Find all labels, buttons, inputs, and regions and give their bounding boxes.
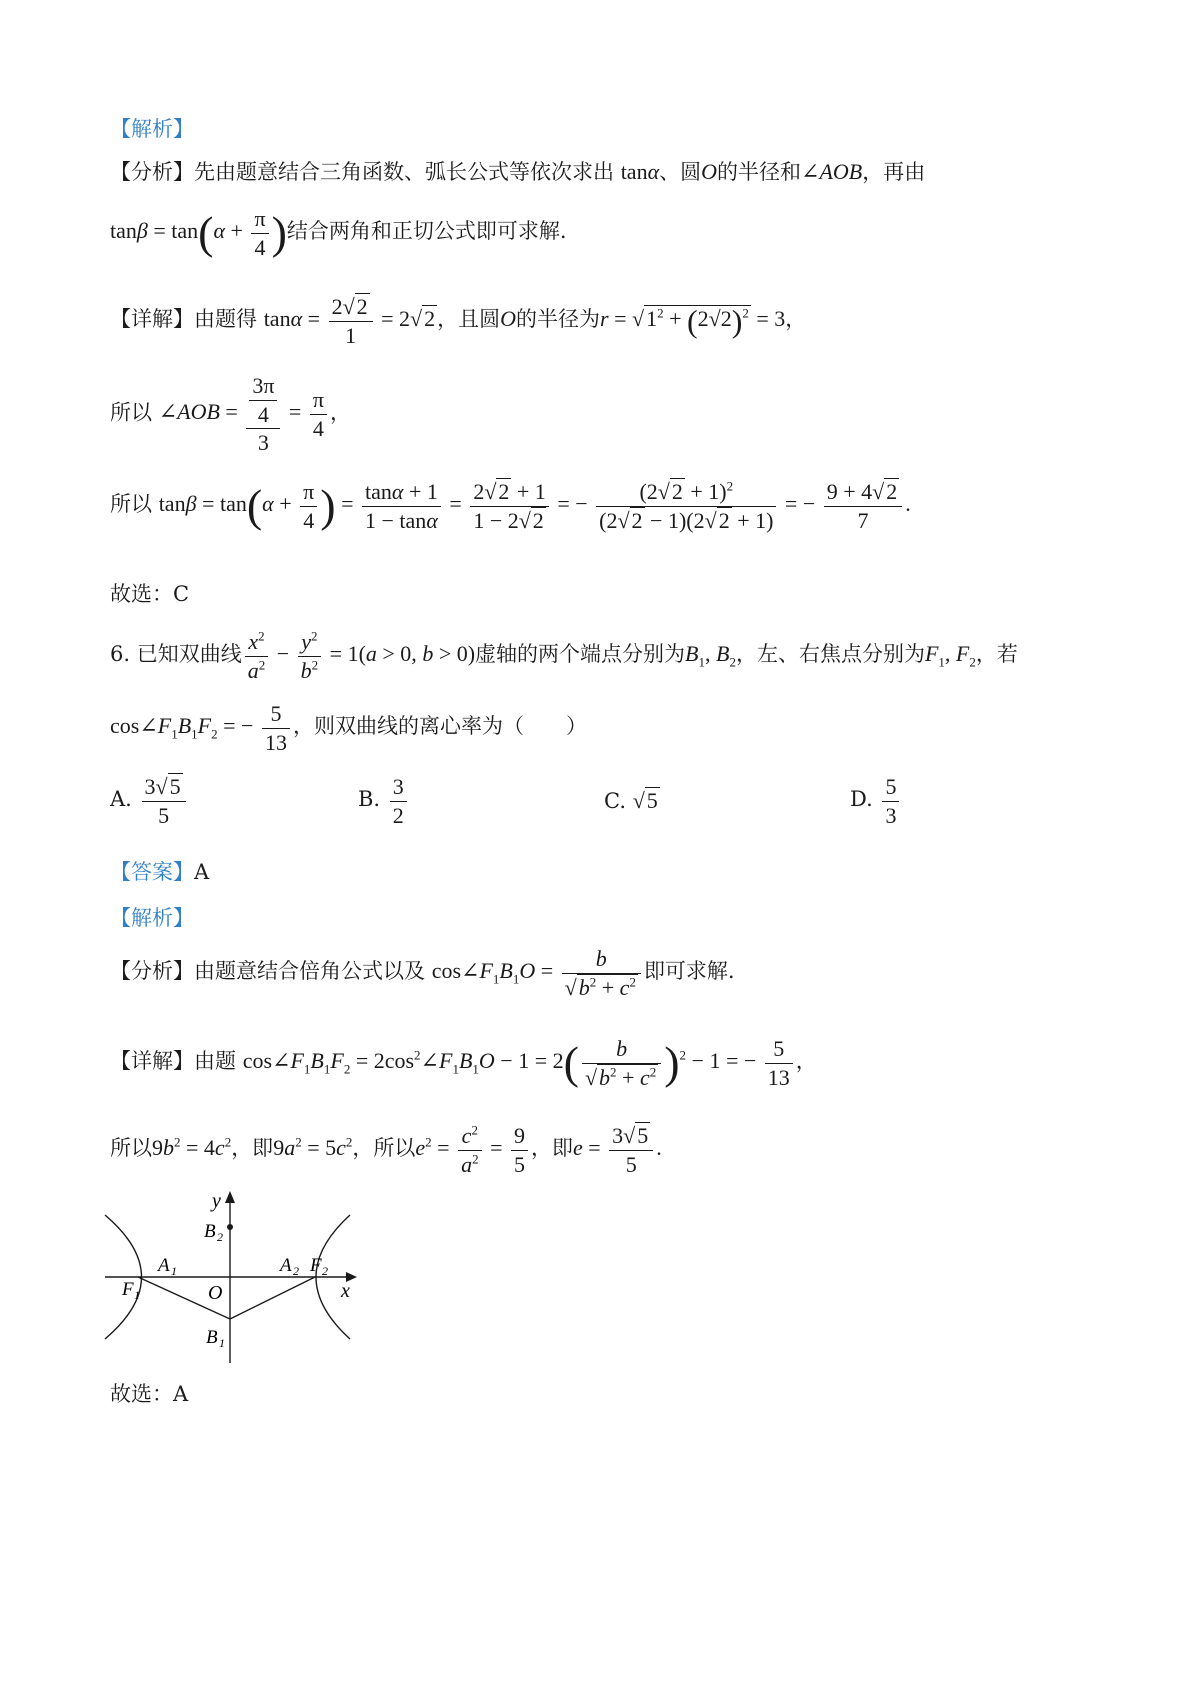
- y-axis-arrow: [225, 1191, 235, 1203]
- q6-number: 6.: [110, 642, 131, 667]
- math-tan-alpha-value: tanα = $\frac{2√2}{1}$ = 2√2: [263, 294, 436, 348]
- fenxi-tag: 【分析】: [110, 160, 194, 184]
- label-a2: [278, 1255, 299, 1278]
- math-hyperbola-eq: $\frac{x^2}{a^2}$ − $\frac{y^2}{b^2}$ = 1(a > 0, b > 0): [242, 641, 475, 666]
- option-d[interactable]: D. $\frac{5}{3}$: [850, 773, 902, 829]
- hyperbola-figure: [100, 1185, 370, 1375]
- math-tan-beta-result: tanβ = tan(α + $\frac{\pi}{4}$ ) = $\frac{\tan\alpha + 1}{1 - \tan\alpha}$ = $\frac{2√2 + 1}{1 - 2√2}$ = − $\frac{(2√2 + 1)^2}{(2√2 - 1)(2√2 + 1)}$ = − $\frac{9 + 4√2}{7}$ .: [158, 478, 911, 533]
- svg-text:B: B: [204, 1221, 216, 1242]
- svg-text:A: A: [280, 1255, 292, 1276]
- label-x: x: [341, 1280, 350, 1302]
- math-tan-beta-formula: tanβ = tan(α + $\frac{\pi}{4}$ ): [110, 206, 287, 260]
- svg-text:B: B: [206, 1327, 218, 1348]
- math-cos-f1b1o: $\cos\angle F_1B_1O$ = $\frac{b}{√b^2 + c^2}$: [432, 958, 644, 983]
- svg-text:1: 1: [134, 1288, 140, 1302]
- label-a1: [156, 1255, 177, 1278]
- q6-stem-line-2: $\cos\angle F_1B_1F_2$ = − $\frac{5}{13}$ ，则双曲线的离心率为（ ）: [110, 701, 587, 755]
- guxuan-1: 故选：C: [110, 582, 190, 606]
- guxuan-2: 故选：A: [110, 1382, 189, 1406]
- svg-text:F: F: [310, 1255, 322, 1276]
- math-radius: $r = √1^2 + (2√2)^2 = 3$: [600, 303, 786, 339]
- math-angle-aob: ∠AOB = $\frac{\frac{3\pi}{4}}{3}$ = $\frac{\pi}{4}$: [159, 399, 330, 424]
- label-b1: [206, 1327, 225, 1350]
- fenxi-line-1: 【分析】先由题意结合三角函数、弧长公式等依次求出 tanα、圆O的半径和∠AOB，再由: [110, 159, 926, 184]
- label-f1: [121, 1279, 140, 1302]
- label-f2: [309, 1255, 328, 1278]
- answer-value: A: [194, 860, 210, 884]
- jiexi-tag-1: 【解析】: [110, 117, 194, 141]
- q6-stem-line-1: 6. 已知双曲线 $\frac{x^2}{a^2}$ − $\frac{y^2}{b^2}$ = 1(a > 0, b > 0)虚轴的两个端点分别为$B_1$, $B_2$，左、右焦点分别为$F_1$, $F_2$，若: [110, 628, 1018, 683]
- answer-line: [110, 856, 209, 886]
- label-o: O: [208, 1282, 223, 1304]
- q6-result-line: 所以$9b^2 = 4c^2$，即$9a^2 = 5c^2$，所以$e^2$ = $\frac{c^2}{a^2}$ = $\frac{9}{5}$ ，即e = $\frac{3√5}{5}$ .: [110, 1122, 662, 1177]
- jiexi-tag-2: 【解析】: [110, 906, 194, 930]
- math-cos-condition: $\cos\angle F_1B_1F_2$ = − $\frac{5}{13}$: [110, 713, 293, 738]
- suoyi-line-aob: 所以 ∠AOB = $\frac{\frac{3\pi}{4}}{3}$ = $\frac{\pi}{4}$ ，: [110, 373, 351, 455]
- segment-b1-f2: [230, 1277, 315, 1319]
- option-b[interactable]: B. $\frac{3}{2}$: [358, 773, 410, 829]
- point-b2: [227, 1224, 233, 1230]
- suoyi-line-tan-beta: 所以 tanβ = tan(α + $\frac{\pi}{4}$ ) = $\frac{\tan\alpha + 1}{1 - \tan\alpha}$ = $\frac{2√2 + 1}{1 - 2√2}$ = − $\frac{(2√2 + 1)^2}{(2√2 - 1)(2√2 + 1)}$ = − $\frac{9 + 4√2}{7}$ .: [110, 478, 911, 533]
- math-double-angle: $\cos\angle F_1B_1F_2$ = $2\cos^2\angle F_1B_1O - 1 = 2$( $\frac{b}{√b^2 + c^2}$ )$^2$ − 1 = − $\frac{5}{13}$: [243, 1048, 796, 1073]
- svg-text:2: 2: [322, 1264, 328, 1278]
- svg-text:1: 1: [171, 1264, 177, 1278]
- q6-fenxi-line: 【分析】由题意结合倍角公式以及 $\cos\angle F_1B_1O$ = $\frac{b}{√b^2 + c^2}$ 即可求解.: [110, 946, 735, 1000]
- svg-text:1: 1: [219, 1336, 225, 1350]
- option-c[interactable]: C. √5: [604, 788, 658, 813]
- svg-text:F: F: [122, 1279, 134, 1300]
- label-b2: [204, 1221, 223, 1244]
- svg-text:A: A: [158, 1255, 170, 1276]
- xiangjie-tag: 【详解】: [110, 307, 194, 332]
- option-a[interactable]: A. $\frac{3√5}{5}$: [110, 773, 189, 829]
- answer-tag: 【答案】: [110, 860, 194, 884]
- xiangjie-line-1: 【详解】由题得 tanα = $\frac{2√2}{1}$ = 2√2，且圆O的半径为$r = √1^2 + (2√2)^2 = 3$，: [110, 294, 807, 348]
- svg-text:2: 2: [217, 1230, 223, 1244]
- math-tan-alpha: tanα: [620, 159, 660, 184]
- fenxi-line-2: tanβ = tan(α + $\frac{\pi}{4}$ )结合两角和正切公式即可求解.: [110, 206, 567, 260]
- q6-xiangjie-line: 【详解】由题 $\cos\angle F_1B_1F_2$ = $2\cos^2\angle F_1B_1O - 1 = 2$( $\frac{b}{√b^2 + c^2}$ )$^2$ − 1 = − $\frac{5}{13}$ ，: [110, 1036, 817, 1090]
- label-y: y: [212, 1190, 221, 1212]
- svg-text:2: 2: [293, 1264, 299, 1278]
